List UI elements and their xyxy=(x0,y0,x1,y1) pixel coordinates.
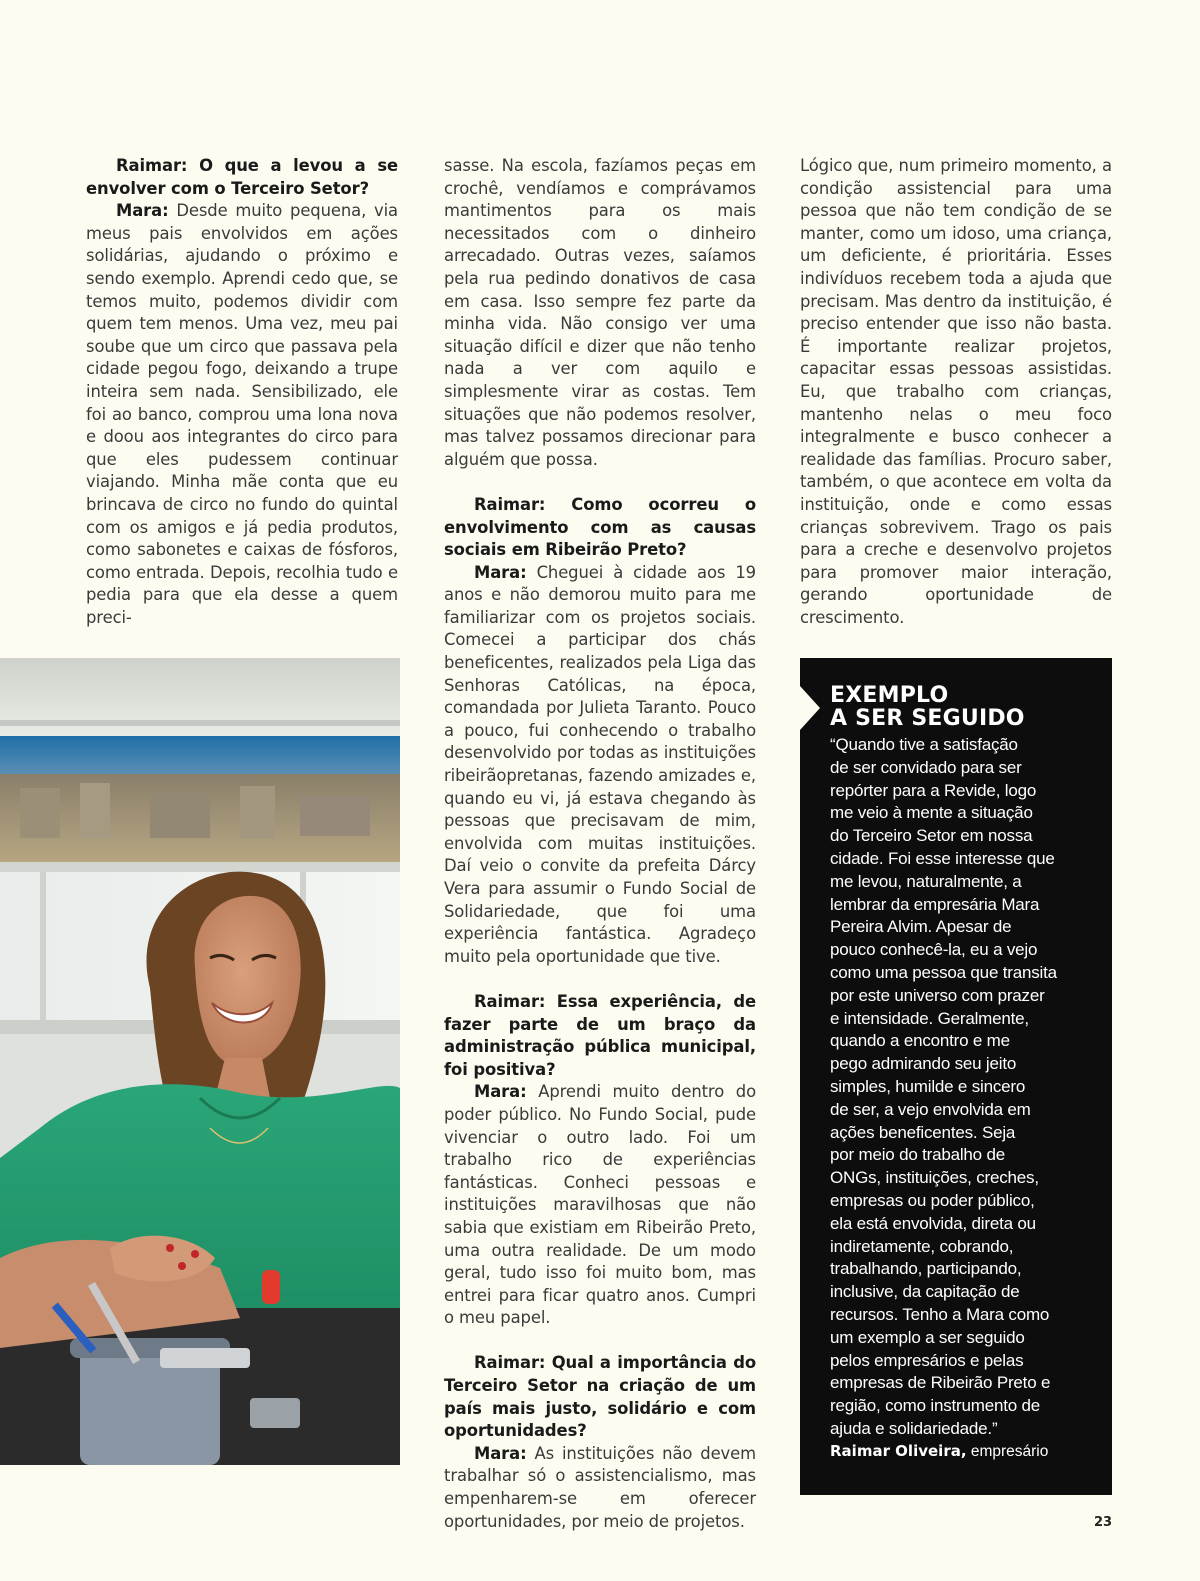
answer-2-text: Cheguei à cidade aos 19 anos e não demorou muito para me familiarizar com os projetos sociais. Comecei a participar dos chás beneficentes, realizados pela Liga das Senhoras Católicas, na época, comandada por Julieta Taranto. Pouco a pouco, fui conhecendo o trabalho desenvolvido por todas as instituições ribeirãopretanas, fazendo amizades e, quando eu vi, já estava chegando às pessoas que precisavam de mim, envolvida com muitas instituições. Daí veio o convite da prefeita Dárcy Vera para assumir o Fundo Social de Solidariedade, que foi uma experiência fantástica. Agradeço muito pela oportunidade que tive. xyxy=(444,562,756,966)
sidebar-quote xyxy=(830,734,1100,1441)
author-name: Raimar Oliveira, xyxy=(830,1442,967,1460)
sidebar-title-line: A SER SEGUIDO xyxy=(830,706,1025,731)
quote-line: de ser, a vejo envolvida em xyxy=(830,1099,1031,1119)
quote-line: trabalhando, participando, xyxy=(830,1259,1022,1279)
article-column-2 xyxy=(444,155,756,1533)
quote-line: pouco conhecê-la, eu a vejo xyxy=(830,940,1038,960)
quote-line: um exemplo a ser seguido xyxy=(830,1327,1025,1347)
speaker-label: Mara: xyxy=(474,562,527,582)
sidebar-signature xyxy=(830,1442,1048,1461)
quote-line: me veio à mente a situação xyxy=(830,803,1033,823)
quote-line: pelos empresários e pelas xyxy=(830,1350,1024,1370)
quote-line: empresas ou poder público, xyxy=(830,1190,1035,1210)
question-2: Raimar: Como ocorreu o envolvimento com as causas sociais em Ribeirão Preto? xyxy=(444,494,756,560)
quote-line: empresas de Ribeirão Preto e xyxy=(830,1373,1051,1393)
answer-2 xyxy=(444,562,756,969)
speaker-label: Mara: xyxy=(474,1082,527,1102)
speaker-label: Mara: xyxy=(474,1443,527,1463)
answer-4-continued: Lógico que, num primeiro momento, a condição assistencial para uma pessoa que não tem condição de se manter, como um idoso, uma criança, um deficiente, é prioritária. Esses indivíduos recebem toda a ajuda que precisam. Mas dentro da instituição, é preciso entender que isso não basta. É importante realizar projetos, capacitar essas pessoas assistidas. Eu, que trabalho com crianças, mantenho nelas o meu foco integralmente e busco conhecer a realidade das famílias. Procuro saber, também, o que acontece em volta da instituição, onde e como essas crianças sobrevivem. Trago os pais para a creche e desenvolvo projetos para promover maior interação, gerando oportunidade de crescimento. xyxy=(800,156,1112,627)
sidebar-box xyxy=(800,658,1112,1495)
quote-line: por meio do trabalho de xyxy=(830,1145,1005,1165)
article-column-1 xyxy=(86,155,398,629)
quote-line: ONGs, instituições, creches, xyxy=(830,1168,1039,1188)
answer-3 xyxy=(444,1081,756,1330)
page-number: 23 xyxy=(1094,1515,1113,1530)
quote-line: simples, humilde e sincero xyxy=(830,1076,1026,1096)
quote-line: repórter para a Revide, logo xyxy=(830,780,1037,800)
speaker-label: Mara: xyxy=(116,201,169,221)
quote-line: quando a encontro e me xyxy=(830,1031,1010,1051)
quote-line: e intensidade. Geralmente, xyxy=(830,1008,1029,1028)
question-4: Raimar: Qual a importância do Terceiro Setor na criação de um país mais justo, solidário e com oportunidades? xyxy=(444,1353,756,1441)
quote-line: região, como instrumento de xyxy=(830,1396,1041,1416)
answer-1-continued: sasse. Na escola, fazíamos peças em crochê, vendíamos e comprávamos mantimentos para os mais necessitados com o dinheiro arrecadado. Outras vezes, saíamos pela rua pedindo donativos de casa em casa. Isso sempre fez parte da minha vida. Não consigo ver uma situação difícil e dizer que não tenho nada a ver com aquilo e simplesmente virar as costas. Tem situações que não podemos resolver, mas talvez possamos direcionar para alguém que possa. xyxy=(444,156,756,469)
quote-line: indiretamente, cobrando, xyxy=(830,1236,1014,1256)
quote-line: de ser convidado para ser xyxy=(830,757,1022,777)
quote-line: Pereira Alvim. Apesar de xyxy=(830,917,1012,937)
answer-4 xyxy=(444,1443,756,1533)
question-1: Raimar: O que a levou a se envolver com o Terceiro Setor? xyxy=(86,156,398,198)
quote-line: me levou, naturalmente, a xyxy=(830,871,1022,891)
quote-line: ações beneficentes. Seja xyxy=(830,1122,1016,1142)
quote-line: por este universo com prazer xyxy=(830,985,1045,1005)
sidebar-notch xyxy=(800,686,820,730)
quote-line: lembrar da empresária Mara xyxy=(830,894,1040,914)
author-role: empresário xyxy=(966,1443,1049,1460)
interviewee-photo xyxy=(0,658,400,1465)
quote-line: pego admirando seu jeito xyxy=(830,1054,1017,1074)
quote-line: ajuda e solidariedade.” xyxy=(830,1418,998,1438)
quote-line: como uma pessoa que transita xyxy=(830,962,1057,982)
article-column-3 xyxy=(800,155,1112,629)
quote-line: “Quando tive a satisfação xyxy=(830,735,1018,754)
quote-line: cidade. Foi esse interesse que xyxy=(830,848,1055,868)
question-3: Raimar: Essa experiência, de fazer parte de um braço da administração pública municipal, foi positiva? xyxy=(444,991,756,1079)
sidebar-title-line: EXEMPLO xyxy=(830,683,949,708)
answer-4-text: As instituições não devem trabalhar só o assistencialismo, mas empenharem-se em oferecer oportunidades, por meio de projetos. xyxy=(444,1443,756,1531)
sidebar-title xyxy=(830,684,1100,730)
quote-line: inclusive, da capitação de xyxy=(830,1282,1020,1302)
answer-3-text: Aprendi muito dentro do poder público. No Fundo Social, pude vivenciar o outro lado. Foi um trabalho rico de experiências fantásticas. Conheci pessoas e instituições maravilhosas que não sabia que existiam em Ribeirão Preto, uma outra realidade. De um modo geral, tudo isso foi muito bom, mas entrei para ficar quatro anos. Cumpri o meu papel. xyxy=(444,1082,756,1328)
quote-line: ela está envolvida, direta ou xyxy=(830,1213,1036,1233)
quote-line: do Terceiro Setor em nossa xyxy=(830,826,1033,846)
answer-1 xyxy=(86,200,398,629)
quote-line: recursos. Tenho a Mara como xyxy=(830,1304,1050,1324)
answer-1-text: Desde muito pequena, via meus pais envolvidos em ações solidárias, ajudando o próximo e sendo exemplo. Aprendi cedo que, se temos muito, podemos dividir com quem tem menos. Uma vez, meu pai soube que um circo que passava pela cidade pegou fogo, deixando a trupe inteira sem nada. Sensibilizado, ele foi ao banco, comprou uma lona nova e doou aos integrantes do circo para que eles pudessem continuar viajando. Minha mãe conta que eu brincava de circo no fundo do quintal com os amigos e já pedia produtos, como sabonetes e caixas de fósforos, como entrada. Depois, recolhia tudo e pedia para que ela desse a quem preci- xyxy=(86,201,398,627)
